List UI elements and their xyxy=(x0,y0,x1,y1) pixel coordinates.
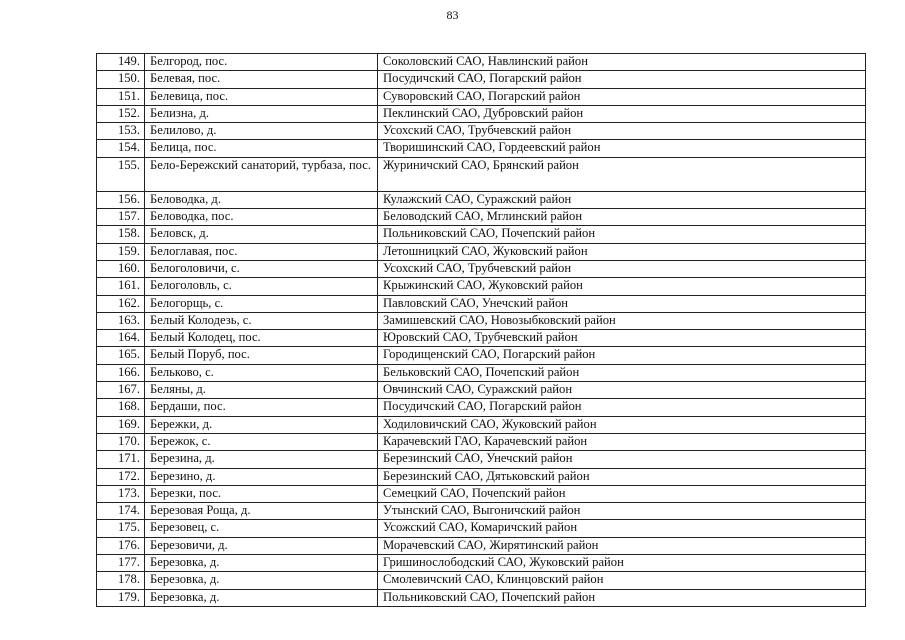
settlement-name: Бережки, д. xyxy=(145,416,378,433)
table-row xyxy=(97,123,866,140)
row-number: 150. xyxy=(97,71,145,88)
table-row xyxy=(97,589,866,606)
administrative-area: Замишевский САО, Новозыбковский район xyxy=(378,312,866,329)
settlement-name: Березовая Роща, д. xyxy=(145,503,378,520)
administrative-area: Ходиловичский САО, Жуковский район xyxy=(378,416,866,433)
row-number: 174. xyxy=(97,503,145,520)
row-number: 164. xyxy=(97,330,145,347)
administrative-area: Польниковский САО, Почепский район xyxy=(378,226,866,243)
row-number: 173. xyxy=(97,485,145,502)
administrative-area: Пеклинский САО, Дубровский район xyxy=(378,105,866,122)
row-number: 172. xyxy=(97,468,145,485)
table-row xyxy=(97,157,866,191)
row-number: 163. xyxy=(97,312,145,329)
settlement-name: Белгород, пос. xyxy=(145,54,378,71)
administrative-area: Соколовский САО, Навлинский район xyxy=(378,54,866,71)
administrative-area: Гришинослободский САО, Жуковский район xyxy=(378,555,866,572)
settlement-name: Белевая, пос. xyxy=(145,71,378,88)
administrative-area: Морачевский САО, Жирятинский район xyxy=(378,537,866,554)
settlements-table xyxy=(96,53,866,607)
table-row xyxy=(97,364,866,381)
settlement-name: Белый Колодезь, с. xyxy=(145,312,378,329)
row-number: 154. xyxy=(97,140,145,157)
administrative-area: Усохский САО, Трубчевский район xyxy=(378,123,866,140)
settlement-name: Беляны, д. xyxy=(145,382,378,399)
row-number: 175. xyxy=(97,520,145,537)
settlement-name: Белый Поруб, пос. xyxy=(145,347,378,364)
settlement-name: Беловодка, пос. xyxy=(145,209,378,226)
administrative-area: Усожский САО, Комаричский район xyxy=(378,520,866,537)
administrative-area: Бельковский САО, Почепский район xyxy=(378,364,866,381)
settlement-name: Березина, д. xyxy=(145,451,378,468)
table-row xyxy=(97,226,866,243)
administrative-area: Смолевичский САО, Клинцовский район xyxy=(378,572,866,589)
settlement-name: Белоголовль, с. xyxy=(145,278,378,295)
table-row xyxy=(97,382,866,399)
table-row xyxy=(97,555,866,572)
administrative-area: Березинский САО, Унечский район xyxy=(378,451,866,468)
row-number: 166. xyxy=(97,364,145,381)
settlement-name: Бережок, с. xyxy=(145,433,378,450)
settlement-name: Белоглавая, пос. xyxy=(145,243,378,260)
row-number: 156. xyxy=(97,191,145,208)
table-row xyxy=(97,54,866,71)
administrative-area: Утынский САО, Выгоничский район xyxy=(378,503,866,520)
administrative-area: Журиничский САО, Брянский район xyxy=(378,157,866,191)
administrative-area: Кулажский САО, Суражский район xyxy=(378,191,866,208)
settlement-name: Бело-Бережский санаторий, турбаза, пос. xyxy=(145,157,378,191)
table-row xyxy=(97,330,866,347)
settlement-name: Березино, д. xyxy=(145,468,378,485)
settlement-name: Белилово, д. xyxy=(145,123,378,140)
table-row xyxy=(97,140,866,157)
table-row xyxy=(97,572,866,589)
row-number: 158. xyxy=(97,226,145,243)
row-number: 168. xyxy=(97,399,145,416)
administrative-area: Семецкий САО, Почепский район xyxy=(378,485,866,502)
table-row xyxy=(97,468,866,485)
table-row xyxy=(97,209,866,226)
table-row xyxy=(97,416,866,433)
settlement-name: Березовка, д. xyxy=(145,572,378,589)
table-row xyxy=(97,433,866,450)
administrative-area: Овчинский САО, Суражский район xyxy=(378,382,866,399)
administrative-area: Березинский САО, Дятьковский район xyxy=(378,468,866,485)
settlement-name: Белогорщь, с. xyxy=(145,295,378,312)
settlement-name: Бердаши, пос. xyxy=(145,399,378,416)
settlement-name: Беловск, д. xyxy=(145,226,378,243)
administrative-area: Беловодский САО, Мглинский район xyxy=(378,209,866,226)
row-number: 151. xyxy=(97,88,145,105)
settlement-name: Белица, пос. xyxy=(145,140,378,157)
row-number: 179. xyxy=(97,589,145,606)
row-number: 153. xyxy=(97,123,145,140)
administrative-area: Суворовский САО, Погарский район xyxy=(378,88,866,105)
table-row xyxy=(97,295,866,312)
administrative-area: Городищенский САО, Погарский район xyxy=(378,347,866,364)
administrative-area: Посудичский САО, Погарский район xyxy=(378,71,866,88)
settlement-name: Белизна, д. xyxy=(145,105,378,122)
table-row xyxy=(97,347,866,364)
settlement-name: Березовка, д. xyxy=(145,589,378,606)
settlement-name: Беловодка, д. xyxy=(145,191,378,208)
row-number: 149. xyxy=(97,54,145,71)
table-row xyxy=(97,312,866,329)
settlement-name: Белоголовичи, с. xyxy=(145,260,378,277)
table-row xyxy=(97,105,866,122)
row-number: 167. xyxy=(97,382,145,399)
row-number: 177. xyxy=(97,555,145,572)
settlement-name: Бельково, с. xyxy=(145,364,378,381)
table-row xyxy=(97,71,866,88)
table-body xyxy=(97,54,866,607)
row-number: 157. xyxy=(97,209,145,226)
table-row xyxy=(97,399,866,416)
row-number: 171. xyxy=(97,451,145,468)
settlement-name: Березовка, д. xyxy=(145,555,378,572)
settlement-name: Белевица, пос. xyxy=(145,88,378,105)
table-row xyxy=(97,191,866,208)
table-row xyxy=(97,451,866,468)
row-number: 162. xyxy=(97,295,145,312)
row-number: 159. xyxy=(97,243,145,260)
administrative-area: Летошницкий САО, Жуковский район xyxy=(378,243,866,260)
table-row xyxy=(97,260,866,277)
row-number: 170. xyxy=(97,433,145,450)
administrative-area: Крыжинский САО, Жуковский район xyxy=(378,278,866,295)
row-number: 161. xyxy=(97,278,145,295)
table-row xyxy=(97,243,866,260)
administrative-area: Польниковский САО, Почепский район xyxy=(378,589,866,606)
administrative-area: Посудичский САО, Погарский район xyxy=(378,399,866,416)
row-number: 165. xyxy=(97,347,145,364)
table-row xyxy=(97,503,866,520)
row-number: 176. xyxy=(97,537,145,554)
table-row xyxy=(97,88,866,105)
settlement-name: Березовичи, д. xyxy=(145,537,378,554)
settlement-name: Березки, пос. xyxy=(145,485,378,502)
row-number: 178. xyxy=(97,572,145,589)
administrative-area: Юровский САО, Трубчевский район xyxy=(378,330,866,347)
administrative-area: Усохский САО, Трубчевский район xyxy=(378,260,866,277)
settlement-name: Березовец, с. xyxy=(145,520,378,537)
administrative-area: Карачевский ГАО, Карачевский район xyxy=(378,433,866,450)
table-row xyxy=(97,278,866,295)
administrative-area: Творишинский САО, Гордеевский район xyxy=(378,140,866,157)
administrative-area: Павловский САО, Унечский район xyxy=(378,295,866,312)
table-row xyxy=(97,520,866,537)
row-number: 152. xyxy=(97,105,145,122)
table-row xyxy=(97,537,866,554)
row-number: 155. xyxy=(97,157,145,191)
settlement-name: Белый Колодец, пос. xyxy=(145,330,378,347)
row-number: 160. xyxy=(97,260,145,277)
table-row xyxy=(97,485,866,502)
page-number: 83 xyxy=(446,8,459,22)
row-number: 169. xyxy=(97,416,145,433)
